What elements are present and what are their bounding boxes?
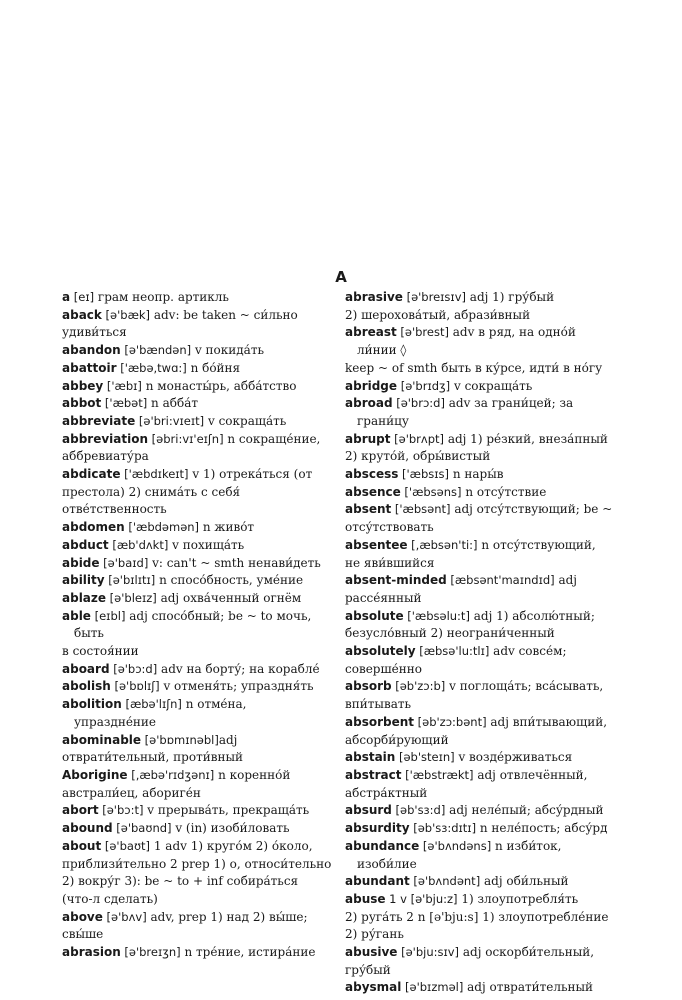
entry-headword: abrupt [345, 431, 391, 446]
dictionary-entry [62, 944, 332, 962]
entry-headword: absence [345, 484, 401, 499]
dictionary-entry [62, 608, 332, 661]
entry-transcription: [ə'bleɪz] [106, 590, 157, 605]
entry-definition-line: свы́ше [62, 927, 104, 942]
entry-definition-line: adv: be taken ~ си́льно [150, 307, 298, 322]
entry-transcription: ['æbsəns] [400, 484, 462, 499]
dictionary-entry [345, 395, 617, 430]
entry-definition-line: соверше́нно [345, 661, 422, 676]
entry-headword: absorb [345, 679, 392, 694]
entry-definition-line: отврати́тельный, проти́вный [62, 750, 244, 765]
entry-headword: absent-minded [345, 573, 447, 588]
entry-definition-line: n нары́в [449, 467, 504, 482]
entry-definition-line: 1 adv 1) круго́м 2) о́коло, [150, 838, 313, 853]
dictionary-entry [345, 466, 617, 484]
entry-transcription: ['æbsəlu:t] [403, 608, 470, 623]
entry-headword: abusive [345, 945, 398, 960]
entry-transcription: [ə'breɪʒn] [120, 945, 181, 960]
dictionary-entry [345, 324, 617, 377]
entry-definition-line: рассе́янный [345, 590, 422, 605]
dictionary-entry [62, 289, 332, 307]
entry-transcription: [æbsənt'maɪndɪd] [446, 573, 555, 588]
entry-headword: above [62, 909, 103, 924]
entry-transcription: ['æbɪ] [103, 378, 142, 393]
entry-transcription: [eɪ] [70, 290, 95, 304]
entry-headword: abide [62, 555, 100, 570]
entry-transcription: ['æbə,twɑ:] [116, 360, 187, 375]
entry-transcription: [ə'bæk] [101, 307, 151, 322]
entry-headword: abrasive [345, 290, 403, 304]
entry-transcription: ['æbət] [101, 396, 148, 411]
entry-definition-line: adj [218, 732, 238, 747]
entry-definition-line: adj 1) ре́зкий, внеза́пный [444, 431, 608, 446]
entry-headword: abdomen [62, 520, 125, 535]
dictionary-entry [345, 767, 617, 802]
entry-definition-line: adj отсу́тствующий; be ~ [450, 502, 613, 517]
entry-headword: abandon [62, 343, 121, 358]
dictionary-entry [62, 555, 332, 573]
entry-definition-line: абсорби́рующий [345, 732, 449, 747]
dictionary-entry [62, 909, 332, 944]
entry-headword: absentee [345, 537, 408, 552]
entry-transcription: [ə'brɪdʒ] [397, 378, 451, 393]
section-letter: A [335, 268, 347, 286]
dictionary-entry [62, 307, 332, 342]
dictionary-entry [62, 838, 332, 909]
entry-transcription: [ə'bɔ:d] [109, 661, 158, 676]
entry-definition-line: v возде́рживаться [454, 750, 573, 765]
entry-transcription: [,æbə'rɪdʒənɪ] [127, 767, 215, 782]
entry-definition-line: v отменя́ть; упраздня́ть [159, 679, 314, 694]
entry-definition-line: adj впи́тывающий, [486, 714, 608, 729]
entry-definition-line: adv совсе́м; [489, 644, 567, 659]
entry-headword: abridge [345, 378, 398, 393]
dictionary-entry [62, 431, 332, 466]
dictionary-entry [345, 678, 617, 713]
entry-headword: abundance [345, 838, 420, 853]
entry-definition-line: v сокраща́ть [204, 413, 287, 428]
entry-headword: aboard [62, 661, 110, 676]
dictionary-entry [62, 802, 332, 820]
entry-definition-line: n коренно́й [214, 767, 291, 782]
entry-transcription: [ə'bændən] [120, 343, 192, 358]
entry-definition-line: adv на борту́; на корабле́ [157, 661, 320, 676]
entry-headword: abroad [345, 396, 393, 411]
dictionary-entry [345, 979, 617, 997]
entry-transcription: [ə'brʌpt] [390, 431, 444, 446]
entry-headword: abbot [62, 396, 102, 411]
entry-headword: Aborigine [62, 767, 128, 782]
entry-definition-line: n абба́т [147, 396, 198, 411]
entry-headword: about [62, 838, 102, 853]
entry-definition-line: n неле́пость; абсу́рд [476, 821, 608, 836]
entry-definition-line: adj охва́ченный огнём [156, 590, 302, 605]
entry-definition-line: 2) вокру́г 3): be ~ to + inf собира́ться [62, 874, 299, 889]
entry-transcription: [əb'sɜ:dɪtɪ] [409, 821, 477, 836]
entry-definition-line: adv за грани́цей; за грани́цу [357, 396, 574, 428]
entry-definition-line: n живо́т [199, 520, 255, 535]
entry-transcription: [əb'zɔ:b] [391, 679, 446, 694]
entry-definition-line: v: can't ~ smth ненави́деть [148, 555, 321, 570]
entry-transcription: [æb'dʌkt] [108, 537, 169, 552]
entry-headword: abdicate [62, 467, 121, 482]
entry-transcription: [ə'bju:sɪv] [397, 945, 460, 960]
entry-headword: abort [62, 803, 99, 818]
dictionary-entry [345, 537, 617, 572]
dictionary-entry [62, 820, 332, 838]
entry-headword: abreast [345, 325, 397, 340]
entry-transcription: [ə'baʊnd] [112, 821, 172, 836]
entry-definition-line: n бо́йня [186, 360, 241, 375]
entry-definition-line: в состоя́нии [62, 644, 139, 659]
dictionary-entry [62, 342, 332, 360]
entry-headword: absolute [345, 608, 404, 623]
entry-definition-line: adv в ряд, на одно́й ли́нии ◊ [357, 325, 576, 358]
entry-transcription: [əb'steɪn] [395, 750, 455, 765]
entry-headword: abolish [62, 679, 111, 694]
entry-headword: ability [62, 573, 105, 588]
entry-definition-line: adj отвлечённый, [473, 767, 588, 782]
entry-headword: a [62, 290, 71, 304]
entry-transcription: [əbri:vɪ'eɪʃn] [148, 431, 224, 446]
entry-definition-line: 2) руга́ть 2 n [ə'bju:s] 1) злоупотребле́ние [345, 909, 609, 924]
dictionary-entry [62, 466, 332, 519]
entry-definition-line: гру́бый [345, 962, 391, 977]
entry-transcription: [æbsə'lu:tlɪ] [415, 644, 490, 659]
entry-definition-line: n спосо́бность, уме́ние [155, 573, 304, 588]
entry-definition-line: престола) 2) снима́ть с себя́ [62, 484, 241, 499]
entry-definition-line: v покида́ть [191, 343, 264, 358]
dictionary-entry [345, 944, 617, 979]
entry-transcription: [ə'bɒlɪʃ] [110, 679, 160, 694]
dictionary-entry [345, 749, 617, 767]
dictionary-entry [62, 572, 332, 590]
entry-transcription: [,æbsən'ti:] [407, 537, 478, 552]
entry-headword: ablaze [62, 590, 107, 605]
entry-headword: absorbent [345, 714, 414, 729]
entry-transcription: [ə'baɪd] [99, 555, 149, 570]
right-column [345, 289, 617, 997]
entry-definition-line: v (in) изоби́ловать [171, 821, 290, 836]
entry-definition-line: v поглоща́ть; вса́сывать, [445, 679, 604, 694]
entry-definition-line: n отсу́тствующий, [477, 537, 596, 552]
entry-transcription: [ə'brest] [396, 325, 449, 340]
entry-transcription: [ə'bʌndəns] [419, 838, 492, 853]
entry-definition-line: n отсу́тствие [461, 484, 547, 499]
entry-headword: abattoir [62, 360, 117, 375]
dictionary-entry [345, 802, 617, 820]
entry-definition-line: adj 1) абсолю́тный; [469, 608, 595, 623]
entry-definition-line: удиви́ться [62, 325, 127, 340]
dictionary-entry [345, 378, 617, 396]
entry-definition-line: adj оскорби́тельный, [459, 945, 595, 960]
entry-definition-line: 1) злоупотребля́ть [457, 891, 579, 906]
entry-definition-line: n сокраще́ние, [223, 431, 321, 446]
dictionary-entry [345, 643, 617, 678]
entry-definition-line: 2) шерохова́тый, абрази́вный [345, 307, 531, 322]
dictionary-entry [62, 590, 332, 608]
entry-headword: abbreviate [62, 413, 136, 428]
entry-transcription: [ə'bʌv] [102, 909, 147, 924]
dictionary-entry [62, 537, 332, 555]
entry-transcription: [ə'bɪlɪtɪ] [104, 573, 156, 588]
dictionary-entry [62, 661, 332, 679]
entry-headword: absent [345, 502, 392, 517]
entry-transcription: [əb'sɜ:d] [391, 803, 446, 818]
dictionary-entry [62, 378, 332, 396]
entry-headword: abysmal [345, 980, 402, 995]
entry-headword: abrasion [62, 945, 121, 960]
entry-transcription: [ə'breɪsɪv] [402, 290, 466, 304]
entry-transcription: 1 v [ə'bju:z] [385, 891, 458, 906]
entry-transcription: [ə'bɔ:t] [98, 803, 144, 818]
entry-headword: abbey [62, 378, 104, 393]
dictionary-entry [345, 572, 617, 607]
entry-transcription: [ə'bri:vɪeɪt] [135, 413, 205, 428]
entry-transcription: ['æbdɪkeɪt] [120, 467, 189, 482]
entry-definition-line: впи́тывать [345, 697, 412, 712]
entry-definition-line: абстра́ктный [345, 785, 428, 800]
dictionary-entry [62, 767, 332, 802]
entry-definition-line: v прерыва́ть, прекраща́ть [143, 803, 310, 818]
entry-definition-line: австрали́ец, абориге́н [62, 785, 201, 800]
entry-definition-line: не яви́вшийся [345, 555, 435, 570]
entry-definition-line: adj [554, 573, 578, 588]
entry-headword: abominable [62, 732, 142, 747]
entry-transcription: [əb'zɔ:bənt] [414, 714, 487, 729]
entry-definition-line: безусло́вный 2) неограни́ченный [345, 626, 555, 641]
entry-definition-line: n монасты́рь, абба́тство [141, 378, 297, 393]
entry-definition-line: v сокраща́ть [450, 378, 533, 393]
dictionary-entry [345, 714, 617, 749]
entry-definition-line: v 1) отрека́ться (от [188, 467, 313, 482]
entry-definition-line: приблизи́тельно 2 prep 1) о, относи́тельно [62, 856, 332, 871]
entry-transcription: [æbə'lɪʃn] [121, 697, 182, 712]
dictionary-entry [62, 395, 332, 413]
entry-headword: aback [62, 307, 102, 322]
dictionary-entry [345, 608, 617, 643]
dictionary-entry [62, 360, 332, 378]
entry-definition-line: adj оби́льный [480, 874, 569, 889]
entry-definition-line: аббревиату́ра [62, 449, 149, 464]
left-column [62, 289, 332, 962]
entry-definition-line: adj отврати́тельный [463, 980, 594, 995]
entry-definition-line: грам неопр. артикль [94, 290, 229, 304]
entry-transcription: ['æbdəmən] [124, 520, 200, 535]
entry-transcription: ['æbsɪs] [398, 467, 450, 482]
entry-headword: abbreviation [62, 431, 149, 446]
dictionary-entry [62, 696, 332, 731]
dictionary-entry [62, 732, 332, 767]
entry-headword: abundant [345, 874, 410, 889]
dictionary-entry [345, 289, 617, 324]
entry-definition-line: 2) круто́й, обры́вистый [345, 449, 491, 464]
dictionary-entry [345, 501, 617, 536]
entry-headword: abuse [345, 891, 386, 906]
entry-definition-line: adv, prep 1) над 2) вы́ше; [146, 909, 308, 924]
entry-headword: absolutely [345, 644, 416, 659]
entry-transcription: [ə'bɒmɪnəbl] [141, 732, 219, 747]
entry-headword: abound [62, 821, 113, 836]
entry-definition-line: 2) ру́гань [345, 927, 404, 942]
dictionary-entry [345, 820, 617, 838]
entry-definition-line: (что-л сделать) [62, 891, 158, 906]
entry-definition-line: n тре́ние, истира́ние [180, 945, 316, 960]
entry-transcription: [ə'bʌndənt] [409, 874, 481, 889]
entry-transcription: [eɪbl] [90, 608, 126, 623]
entry-headword: able [62, 608, 91, 623]
entry-definition-line: n изби́ток, изоби́лие [357, 838, 562, 871]
entry-headword: abstract [345, 767, 402, 782]
entry-definition-line: adj неле́пый; абсу́рдный [445, 803, 604, 818]
dictionary-entry [62, 413, 332, 431]
dictionary-entry [345, 431, 617, 466]
entry-definition-line: keep ~ of smth быть в ку́рсе, идти́ в но́гу [345, 360, 603, 375]
entry-definition-line: adj 1) гру́бый [465, 290, 555, 304]
entry-transcription: ['æbstrækt] [401, 767, 474, 782]
dictionary-entry [62, 678, 332, 696]
entry-definition-line: отсу́тствовать [345, 520, 434, 535]
entry-transcription: [ə'baʊt] [101, 838, 151, 853]
entry-headword: absurdity [345, 821, 410, 836]
entry-headword: abduct [62, 537, 109, 552]
entry-headword: abscess [345, 467, 399, 482]
dictionary-entry [345, 838, 617, 873]
dictionary-entry [62, 519, 332, 537]
dictionary-entry [345, 484, 617, 502]
entry-headword: absurd [345, 803, 392, 818]
entry-headword: abstain [345, 750, 396, 765]
entry-transcription: [ə'bɪzməl] [401, 980, 464, 995]
dictionary-entry [345, 891, 617, 944]
entry-definition-line: adj спосо́бный; be ~ to мочь, быть [74, 608, 312, 641]
entry-headword: abolition [62, 697, 122, 712]
entry-definition-line: отве́тственность [62, 502, 167, 517]
entry-transcription: ['æbsənt] [391, 502, 451, 517]
entry-definition-line: v похища́ть [168, 537, 245, 552]
entry-definition-line: n отме́на, упраздне́ние [74, 697, 247, 729]
dictionary-entry [345, 873, 617, 891]
entry-transcription: [ə'brɔ:d] [392, 396, 445, 411]
